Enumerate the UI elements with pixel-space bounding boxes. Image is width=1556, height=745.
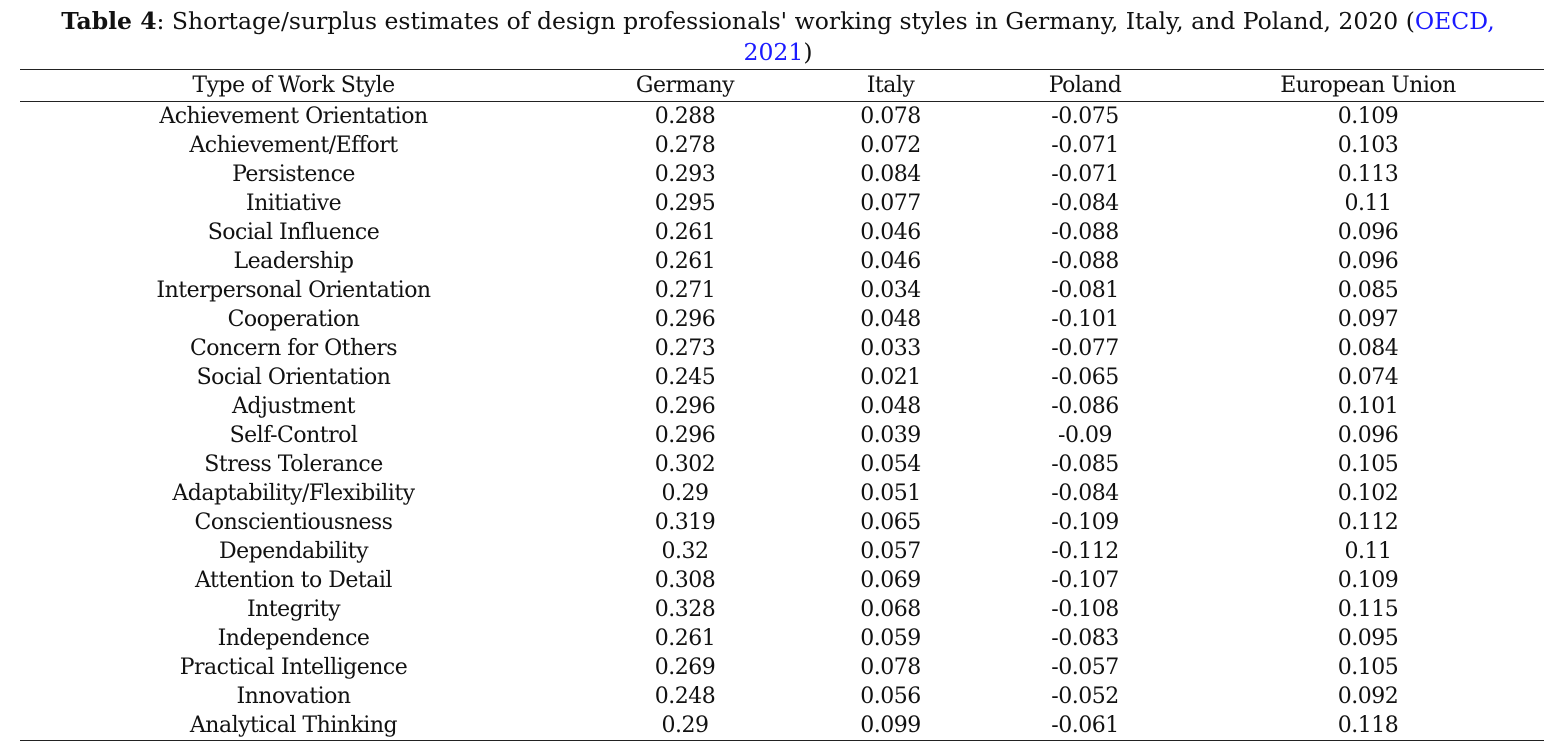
cell-poland: -0.071 <box>1051 133 1119 158</box>
cell-eu: 0.109 <box>1337 104 1399 129</box>
cell-poland: -0.077 <box>1051 336 1119 361</box>
cell-poland: -0.065 <box>1051 365 1119 390</box>
cell-eu: 0.113 <box>1337 162 1399 187</box>
cell-eu: 0.096 <box>1337 220 1399 245</box>
cell-germany: 0.29 <box>661 713 709 738</box>
caption-label: Table 4 <box>61 7 157 35</box>
cell-poland: -0.061 <box>1051 713 1119 738</box>
cell-italy: 0.051 <box>860 481 921 506</box>
cell-germany: 0.261 <box>654 249 716 274</box>
cell-work-style: Adjustment <box>232 394 355 419</box>
cell-italy: 0.048 <box>860 394 921 419</box>
citation-link[interactable]: OECD, <box>1414 7 1495 35</box>
cell-eu: 0.103 <box>1337 133 1399 158</box>
cell-work-style: Achievement/Effort <box>189 133 398 158</box>
cell-poland: -0.084 <box>1051 481 1119 506</box>
cell-italy: 0.034 <box>860 278 921 303</box>
cell-eu: 0.109 <box>1337 568 1399 593</box>
cell-germany: 0.29 <box>661 481 709 506</box>
cell-italy: 0.068 <box>860 597 921 622</box>
column-header-poland: Poland <box>1048 73 1122 98</box>
cell-italy: 0.059 <box>860 626 921 651</box>
cell-work-style: Achievement Orientation <box>159 104 428 129</box>
cell-germany: 0.296 <box>654 307 716 332</box>
cell-work-style: Social Influence <box>207 220 380 245</box>
cell-germany: 0.296 <box>654 423 716 448</box>
cell-poland: -0.088 <box>1051 249 1119 274</box>
cell-italy: 0.048 <box>860 307 921 332</box>
cell-eu: 0.097 <box>1337 307 1399 332</box>
table-row <box>20 102 1544 132</box>
cell-germany: 0.32 <box>661 539 709 564</box>
table-row <box>20 421 1544 450</box>
cell-eu: 0.11 <box>1344 539 1392 564</box>
cell-italy: 0.099 <box>860 713 921 738</box>
cell-eu: 0.102 <box>1337 481 1399 506</box>
cell-germany: 0.261 <box>654 220 716 245</box>
cell-poland: -0.075 <box>1051 104 1119 129</box>
table-row <box>20 334 1544 363</box>
cell-work-style: Self-Control <box>229 423 358 448</box>
cell-poland: -0.081 <box>1051 278 1119 303</box>
table-row <box>20 131 1544 160</box>
cell-work-style: Dependability <box>218 539 369 564</box>
data-table-container <box>20 69 1544 741</box>
cell-poland: -0.109 <box>1051 510 1119 535</box>
cell-italy: 0.065 <box>860 510 921 535</box>
table-row <box>20 160 1544 189</box>
table-row <box>20 537 1544 566</box>
cell-eu: 0.074 <box>1337 365 1399 390</box>
table-row <box>20 218 1544 247</box>
cell-work-style: Analytical Thinking <box>189 713 398 738</box>
cell-eu: 0.085 <box>1337 278 1399 303</box>
cell-poland: -0.108 <box>1051 597 1119 622</box>
cell-germany: 0.269 <box>654 655 716 680</box>
cell-eu: 0.11 <box>1344 191 1392 216</box>
column-header-germany: Germany <box>635 73 735 98</box>
cell-poland: -0.083 <box>1051 626 1119 651</box>
cell-eu: 0.092 <box>1337 684 1399 709</box>
table-row <box>20 508 1544 537</box>
cell-work-style: Leadership <box>233 249 354 274</box>
cell-italy: 0.084 <box>860 162 921 187</box>
table-row <box>20 247 1544 276</box>
cell-work-style: Persistence <box>232 162 355 187</box>
table-row <box>20 682 1544 711</box>
cell-italy: 0.069 <box>860 568 921 593</box>
cell-eu: 0.115 <box>1337 597 1399 622</box>
cell-work-style: Attention to Detail <box>195 568 392 593</box>
cell-germany: 0.293 <box>654 162 716 187</box>
cell-italy: 0.033 <box>860 336 921 361</box>
cell-poland: -0.09 <box>1058 423 1112 448</box>
cell-poland: -0.084 <box>1051 191 1119 216</box>
cell-italy: 0.078 <box>860 104 921 129</box>
cell-italy: 0.046 <box>860 249 921 274</box>
table-row <box>20 276 1544 305</box>
cell-poland: -0.112 <box>1051 539 1119 564</box>
cell-germany: 0.248 <box>654 684 716 709</box>
cell-eu: 0.096 <box>1337 423 1399 448</box>
cell-work-style: Innovation <box>236 684 351 709</box>
caption-close: ) <box>803 38 813 66</box>
cell-italy: 0.046 <box>860 220 921 245</box>
column-header-italy: Italy <box>866 73 915 98</box>
cell-eu: 0.084 <box>1337 336 1399 361</box>
cell-italy: 0.072 <box>860 133 921 158</box>
table-row <box>20 566 1544 595</box>
table-caption <box>0 6 1556 68</box>
cell-italy: 0.057 <box>860 539 921 564</box>
cell-italy: 0.021 <box>860 365 921 390</box>
cell-germany: 0.295 <box>654 191 716 216</box>
cell-poland: -0.101 <box>1051 307 1119 332</box>
cell-germany: 0.261 <box>654 626 716 651</box>
cell-germany: 0.302 <box>654 452 716 477</box>
table-row <box>20 450 1544 479</box>
cell-germany: 0.308 <box>654 568 716 593</box>
cell-work-style: Stress Tolerance <box>204 452 383 477</box>
cell-work-style: Social Orientation <box>196 365 391 390</box>
table-row <box>20 189 1544 218</box>
cell-poland: -0.107 <box>1051 568 1119 593</box>
cell-poland: -0.052 <box>1051 684 1119 709</box>
cell-italy: 0.077 <box>860 191 921 216</box>
caption-text: : Shortage/surplus estimates of design professionals' working styles in Germany, Italy, and Poland, 2020 ( <box>156 7 1415 35</box>
cell-germany: 0.278 <box>654 133 716 158</box>
cell-germany: 0.245 <box>654 365 716 390</box>
cell-italy: 0.054 <box>860 452 921 477</box>
cell-germany: 0.271 <box>654 278 716 303</box>
cell-germany: 0.296 <box>654 394 716 419</box>
work-style-table <box>20 69 1544 741</box>
cell-poland: -0.088 <box>1051 220 1119 245</box>
cell-italy: 0.078 <box>860 655 921 680</box>
cell-eu: 0.096 <box>1337 249 1399 274</box>
table-row <box>20 595 1544 624</box>
cell-work-style: Cooperation <box>227 307 360 332</box>
cell-germany: 0.319 <box>654 510 716 535</box>
cell-eu: 0.112 <box>1337 510 1399 535</box>
cell-poland: -0.085 <box>1051 452 1119 477</box>
cell-work-style: Adaptability/Flexibility <box>172 481 415 506</box>
table-body <box>20 102 1544 741</box>
cell-germany: 0.288 <box>654 104 716 129</box>
cell-italy: 0.056 <box>860 684 921 709</box>
table-row <box>20 624 1544 653</box>
cell-eu: 0.101 <box>1337 394 1399 419</box>
cell-poland: -0.086 <box>1051 394 1119 419</box>
table-row <box>20 711 1544 741</box>
table-row <box>20 305 1544 334</box>
table-row <box>20 363 1544 392</box>
cell-germany: 0.328 <box>654 597 716 622</box>
cell-italy: 0.039 <box>860 423 921 448</box>
cell-germany: 0.273 <box>654 336 716 361</box>
table-row <box>20 392 1544 421</box>
cell-eu: 0.118 <box>1337 713 1399 738</box>
column-header-work-style: Type of Work Style <box>192 73 395 98</box>
cell-work-style: Interpersonal Orientation <box>156 278 431 303</box>
cell-eu: 0.095 <box>1337 626 1399 651</box>
cell-poland: -0.057 <box>1051 655 1119 680</box>
table-row <box>20 479 1544 508</box>
cell-eu: 0.105 <box>1337 655 1399 680</box>
cell-work-style: Integrity <box>246 597 341 622</box>
table-header-row <box>20 70 1544 102</box>
cell-work-style: Independence <box>217 626 370 651</box>
cell-work-style: Practical Intelligence <box>179 655 408 680</box>
cell-work-style: Conscientiousness <box>194 510 393 535</box>
citation-link-year[interactable]: 2021 <box>743 38 804 66</box>
cell-work-style: Initiative <box>245 191 342 216</box>
cell-eu: 0.105 <box>1337 452 1399 477</box>
column-header-eu: European Union <box>1280 73 1456 98</box>
cell-poland: -0.071 <box>1051 162 1119 187</box>
table-row <box>20 653 1544 682</box>
cell-work-style: Concern for Others <box>189 336 398 361</box>
